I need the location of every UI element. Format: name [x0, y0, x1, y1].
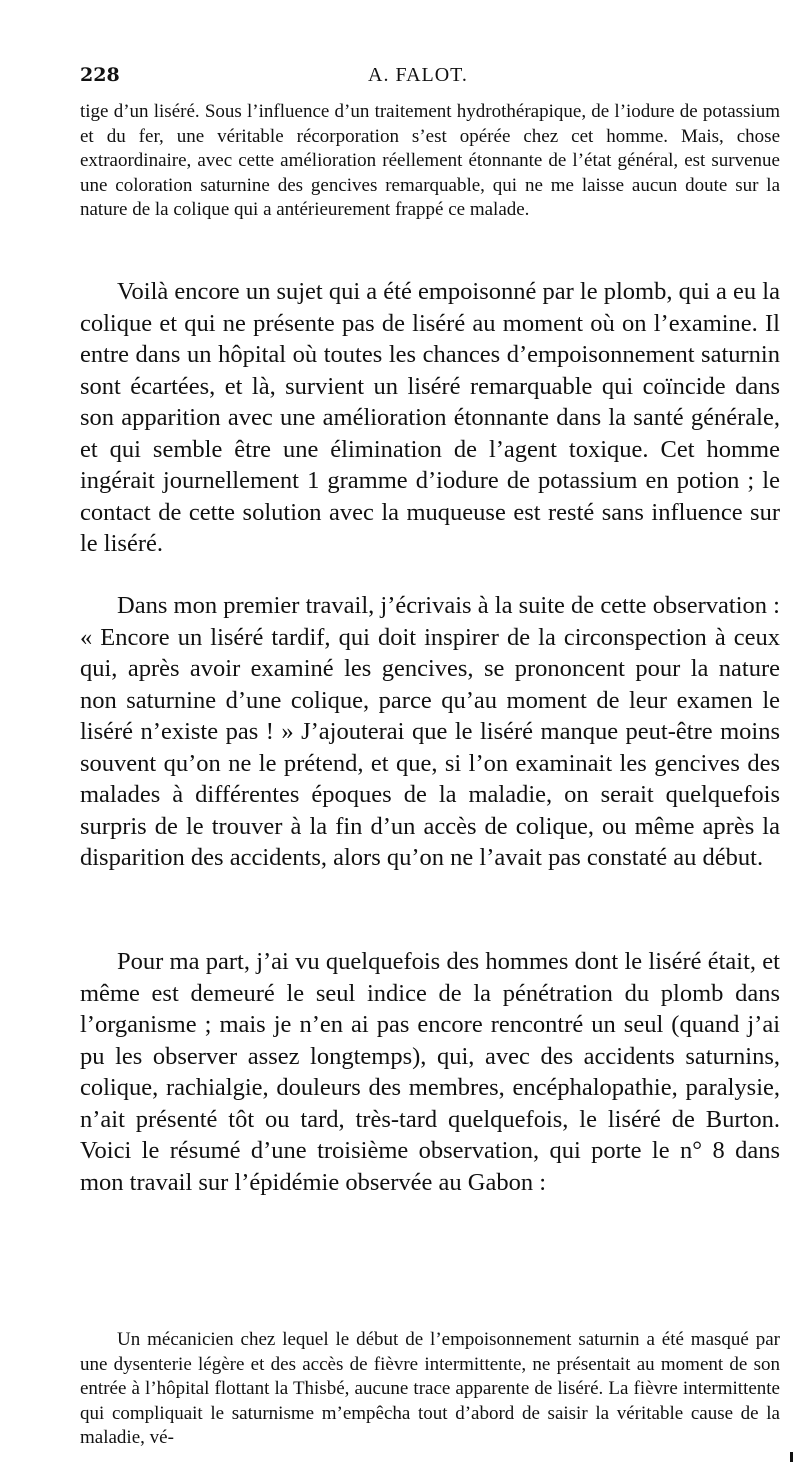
paragraph-case-note-continued: tige d’un liséré. Sous l’influence d’un traitement hydrothérapique, de l’iodure de potassium et du fer, une véritable récorporation s’est opérée chez cet homme. Mais, chose extraordinaire, avec cette amélioration réellement étonnante de l’état général, est survenue une coloration saturnine des gencives remarquable, qui ne me laisse aucun doute sur la nature de la colique qui a antérieurement frappé ce malade. — [80, 101, 780, 220]
page-number: 228 — [80, 64, 120, 86]
page-header — [80, 64, 770, 94]
paragraph-mechanic-case: Un mécanicien chez lequel le début de l’empoisonnement saturnin a été masqué par une dysenterie légère et des accès de fièvre intermittente, ne présentait au moment de son entrée à l’hôpital flottant la Thisbé, aucune trace apparente de liséré. La fièvre intermittente qui compliquait le saturnisme m’empêcha tout d’abord de saisir la véritable cause de la maladie, vé- — [80, 1329, 780, 1448]
paragraph-lead-poisoning-subject: Voilà encore un sujet qui a été empoisonné par le plomb, qui a eu la colique et qui ne présente pas de liséré au moment où on l’examine. Il entre dans un hôpital où toutes les chances d’empoisonnement saturnin sont écartées, et là, survient un liséré remarquable qui coïncide dans son apparition avec une amélioration étonnante dans la santé générale, et qui semble être une élimination de l’agent toxique. Cet homme ingérait journellement 1 gramme d’iodure de potassium en potion ; le contact de cette solution avec la muqueuse est resté sans influence sur le liséré. — [80, 278, 780, 557]
scan-edge-mark — [790, 1452, 793, 1462]
paragraph-first-work-quote: Dans mon premier travail, j’écrivais à la suite de cette observation : « Encore un liséré tardif, qui doit inspirer de la circonspection à ceux qui, après avoir examiné les gencives, se prononcent pour la nature non saturnine d’une colique, parce qu’au moment de leur examen le liséré n’existe pas ! » J’ajouterai que le liséré manque peut-être moins souvent qu’on ne le prétend, et que, si l’on examinait les gencives des malades à différentes époques de la maladie, on serait quelquefois surpris de le trouver à la fin d’un accès de colique, ou même après la disparition des accidents, alors qu’on ne l’avait pas constaté au début. — [80, 592, 780, 871]
running-head: A. FALOT. — [368, 64, 468, 86]
paragraph-personal-observation: Pour ma part, j’ai vu quelquefois des hommes dont le liséré était, et même est demeuré le seul indice de la pénétration du plomb dans l’organisme ; mais je n’en ai pas encore rencontré un seul (quand j’ai pu les observer assez longtemps), qui, avec des accidents saturnins, colique, rachialgie, douleurs des membres, encéphalopathie, paralysie, n’ait présenté tôt ou tard, très-tard quelquefois, le liséré de Burton. Voici le résumé d’une troisième observation, qui porte le n° 8 dans mon travail sur l’épidémie observée au Gabon : — [80, 948, 780, 1196]
